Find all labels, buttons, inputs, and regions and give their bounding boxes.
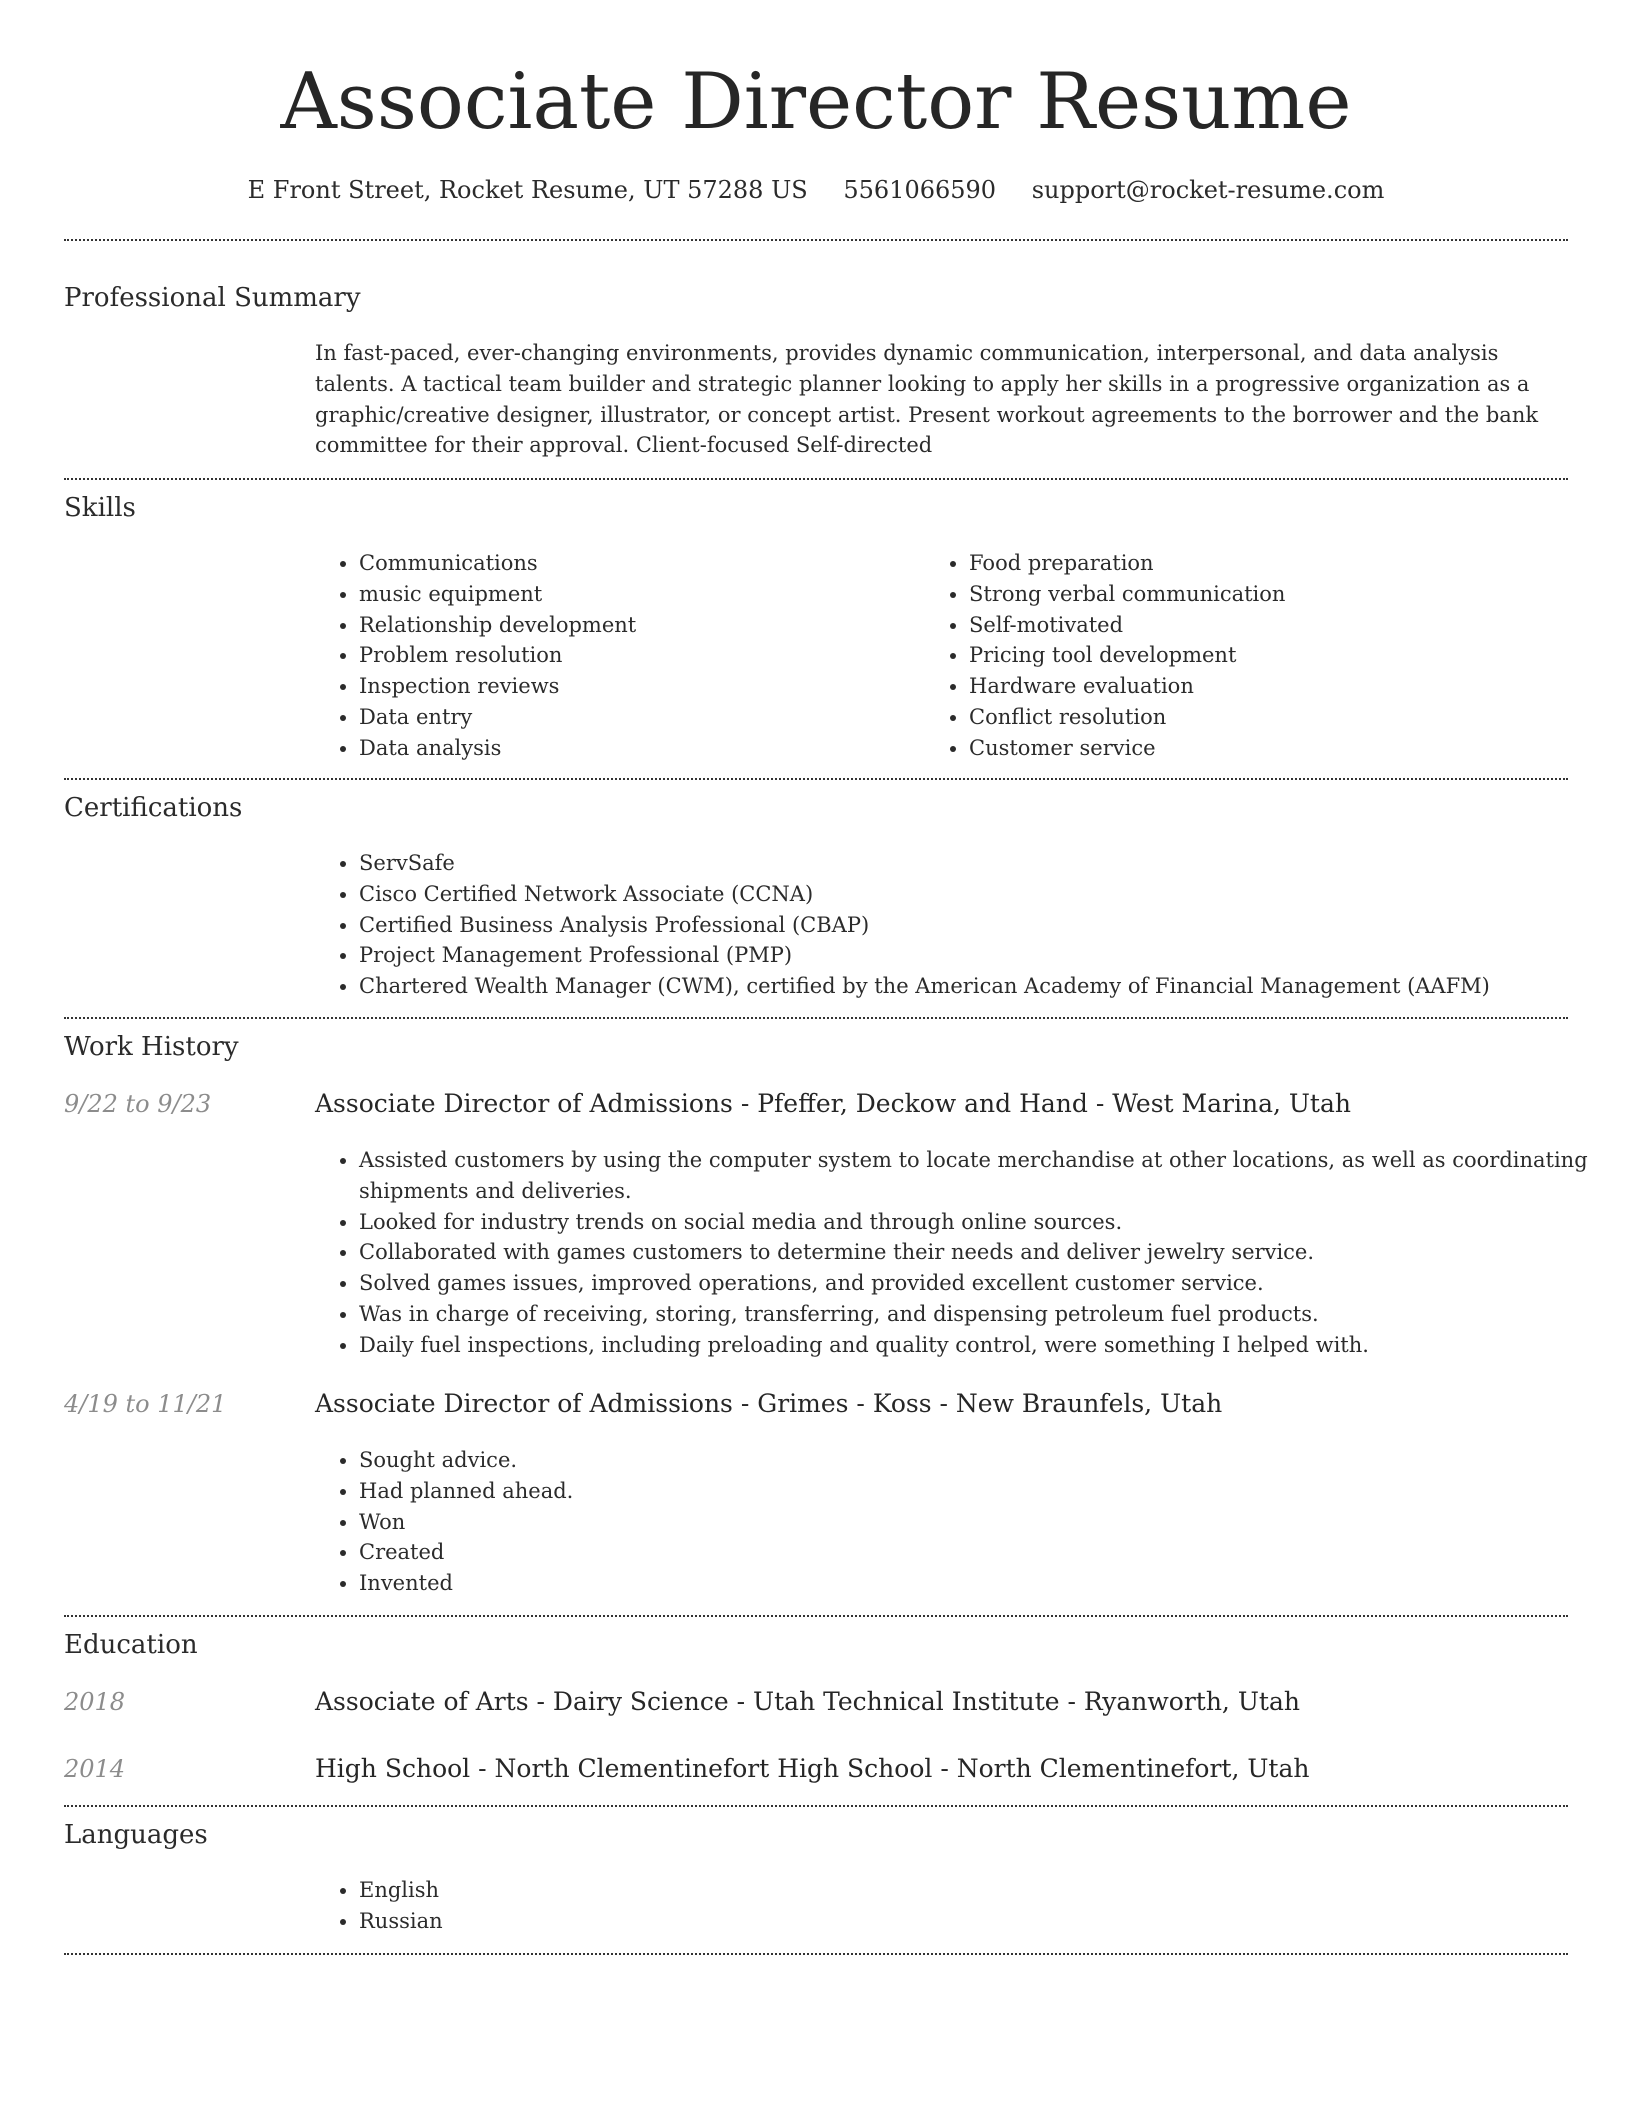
contact-address: E Front Street, Rocket Resume, UT 57288 US	[247, 176, 808, 204]
skills-list-right	[925, 548, 1569, 763]
skill-item: • music equipment	[359, 579, 919, 610]
job-bullets	[315, 1145, 1609, 1360]
skill-item: • Communications	[359, 548, 919, 579]
job-bullet: • Daily fuel inspections, including preloading and quality control, were something I helped with.	[359, 1330, 1609, 1361]
job-title: Associate Director of Admissions - Pfeffer, Deckow and Hand - West Marina, Utah	[315, 1089, 1351, 1118]
job-bullet: • Assisted customers by using the computer system to locate merchandise at other locations, as well as coordinating shipments and deliveries.	[359, 1145, 1609, 1207]
languages-heading: Languages	[64, 1820, 208, 1850]
job-bullets	[315, 1445, 1609, 1599]
contact-phone: 5561066590	[843, 176, 997, 204]
divider	[64, 1017, 1568, 1019]
skill-item: • Hardware evaluation	[969, 671, 1569, 702]
contact-email: support@rocket-resume.com	[1031, 176, 1385, 204]
divider	[64, 239, 1568, 241]
education-entry: Associate of Arts - Dairy Science - Utah Technical Institute - Ryanworth, Utah	[315, 1687, 1300, 1716]
skill-item: • Food preparation	[969, 548, 1569, 579]
skill-item: • Problem resolution	[359, 640, 919, 671]
job-bullet: • Won	[359, 1507, 1609, 1538]
skill-item: • Relationship development	[359, 610, 919, 641]
divider	[64, 1953, 1568, 1955]
job-bullet: • Invented	[359, 1568, 1609, 1599]
certification-item: • Chartered Wealth Manager (CWM), certified by the American Academy of Financial Management (AAFM)	[359, 971, 1609, 1002]
skill-item: • Pricing tool development	[969, 640, 1569, 671]
certification-item: • Certified Business Analysis Professional (CBAP)	[359, 910, 1609, 941]
skill-item: • Strong verbal communication	[969, 579, 1569, 610]
divider	[64, 478, 1568, 480]
skill-item: • Self-motivated	[969, 610, 1569, 641]
job-bullet: • Solved games issues, improved operations, and provided excellent customer service.	[359, 1268, 1609, 1299]
certification-item: • ServSafe	[359, 848, 1609, 879]
education-heading: Education	[64, 1630, 198, 1660]
languages-list	[315, 1875, 959, 1937]
skill-item: • Data analysis	[359, 733, 919, 764]
education-entry: High School - North Clementinefort High School - North Clementinefort, Utah	[315, 1754, 1310, 1783]
summary-text: In fast-paced, ever-changing environments, provides dynamic communication, interpersonal, and data analysis talents. A tactical team builder and strategic planner looking to apply her skills in a progressive organization as a graphic/creative designer, illustrator, or concept artist. Present workout agreements to the borrower and the bank committee for their approval. Client-focused Self-directed	[315, 341, 1539, 458]
job-bullet: • Created	[359, 1537, 1609, 1568]
job-bullet: • Collaborated with games customers to determine their needs and deliver jewelry service.	[359, 1237, 1609, 1268]
divider	[64, 778, 1568, 780]
certification-item: • Project Management Professional (PMP)	[359, 940, 1609, 971]
language-item: • Russian	[359, 1906, 959, 1937]
skill-item: • Inspection reviews	[359, 671, 919, 702]
divider	[64, 1805, 1568, 1807]
skills-list-left	[315, 548, 919, 763]
contact-line	[0, 170, 1632, 210]
skills-heading: Skills	[64, 493, 136, 523]
job-bullet: • Sought advice.	[359, 1445, 1609, 1476]
job-bullet: • Had planned ahead.	[359, 1476, 1609, 1507]
summary-heading: Professional Summary	[64, 283, 361, 313]
certification-item: • Cisco Certified Network Associate (CCNA)	[359, 879, 1609, 910]
education-year: 2014	[64, 1755, 126, 1783]
job-bullet: • Looked for industry trends on social media and through online sources.	[359, 1207, 1609, 1238]
job-dates: 4/19 to 11/21	[64, 1390, 227, 1418]
divider	[64, 1615, 1568, 1617]
certifications-heading: Certifications	[64, 793, 243, 823]
skill-item: • Conflict resolution	[969, 702, 1569, 733]
resume-title: Associate Director Resume	[280, 57, 1352, 147]
education-year: 2018	[64, 1688, 126, 1716]
job-title: Associate Director of Admissions - Grimes - Koss - New Braunfels, Utah	[315, 1389, 1223, 1418]
job-dates: 9/22 to 9/23	[64, 1090, 212, 1118]
certifications-list	[315, 848, 1609, 1002]
job-bullet: • Was in charge of receiving, storing, transferring, and dispensing petroleum fuel products.	[359, 1299, 1609, 1330]
skill-item: • Data entry	[359, 702, 919, 733]
language-item: • English	[359, 1875, 959, 1906]
skill-item: • Customer service	[969, 733, 1569, 764]
work-history-heading: Work History	[64, 1032, 239, 1062]
